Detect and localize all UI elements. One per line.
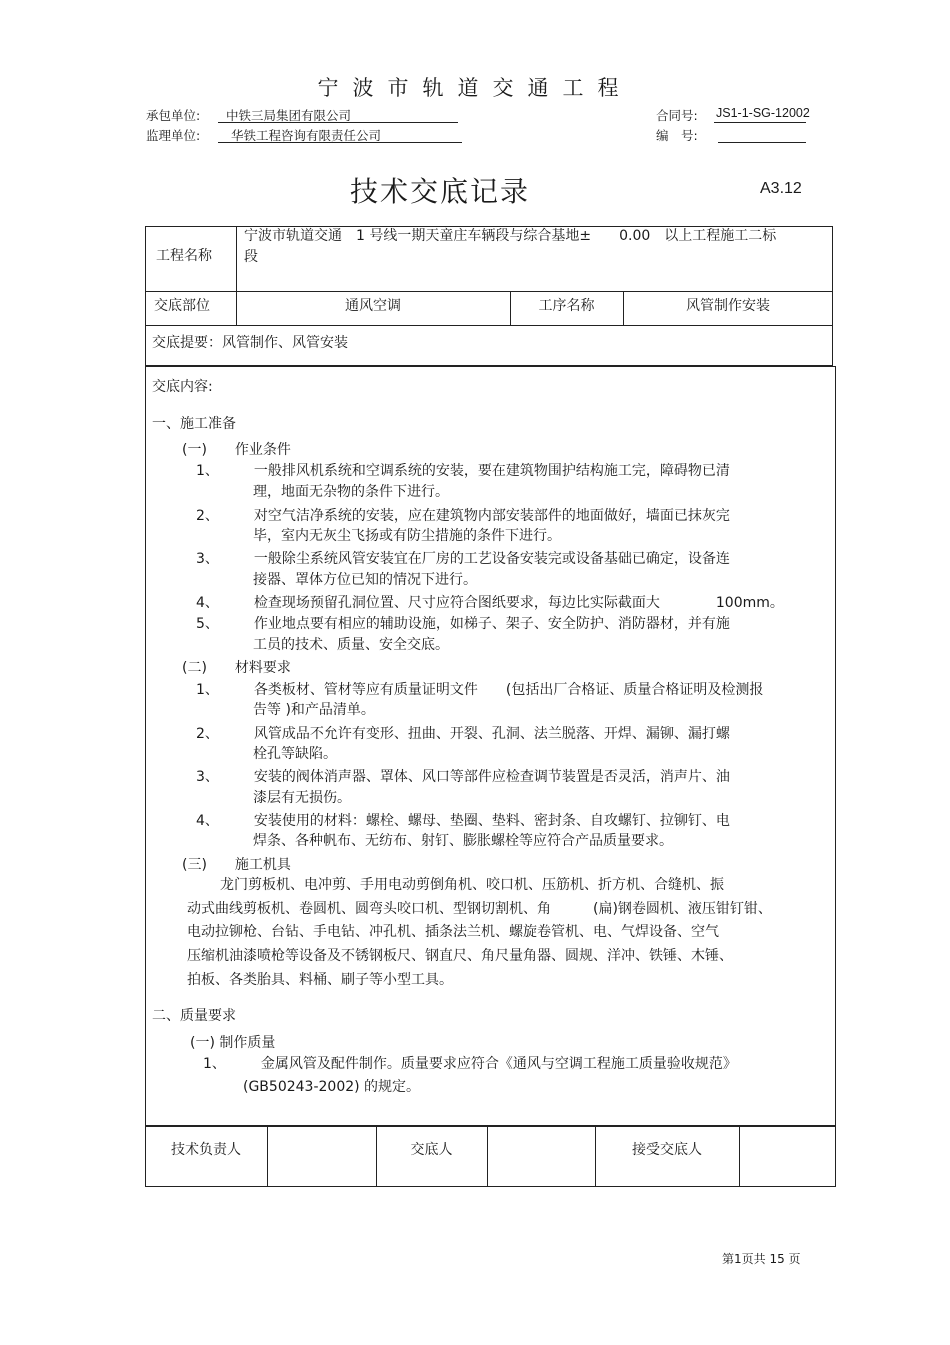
content-line: 4、 检查现场预留孔洞位置、尺寸应符合图纸要求，每边比实际截面大 100mm。 [196, 595, 784, 611]
content-line: 1、 一般排风机系统和空调系统的安装，要在建筑物围护结构施工完，障碍物已清 [196, 463, 730, 479]
project-name-line1: 宁波市轨道交通 1 号线一期天童庄车辆段与综合基地± 0.00 以上工程施工二标 [244, 228, 777, 244]
project-name-label: 工程名称 [156, 248, 212, 264]
content-line: 接器、罩体方位已知的情况下进行。 [253, 572, 477, 588]
supervisor-label: 监理单位: [146, 128, 201, 143]
contract-no-label: 合同号: [656, 108, 698, 123]
content-line: 1、 金属风管及配件制作。质量要求应符合《通风与空调工程施工质量验收规范》 [203, 1056, 737, 1072]
content-line: (三) 施工机具 [182, 857, 291, 873]
content-line: 工员的技术、质量、安全交底。 [253, 637, 449, 653]
content-line: 漆层有无损伤。 [253, 790, 351, 806]
process-label: 工序名称 [538, 298, 595, 314]
signature-divider [267, 1126, 268, 1187]
content-line: 龙门剪板机、电冲剪、手用电动剪倒角机、咬口机、压筋机、折方机、合缝机、振 [220, 877, 724, 893]
content-line: 3、 安装的阀体消声器、罩体、风口等部件应检查调节装置是否灵活，消声片、油 [196, 769, 730, 785]
document-code: A3.12 [760, 180, 802, 197]
contractor-underline [218, 122, 458, 123]
supervisor-value: 华铁工程咨询有限责任公司 [231, 128, 382, 143]
page-info: 第1页共 15 页 [722, 1252, 801, 1266]
content-line: (一) 作业条件 [182, 442, 291, 458]
content-line: 理，地面无杂物的条件下进行。 [253, 484, 449, 500]
serial-no-underline [718, 142, 806, 143]
content-line: (一) 制作质量 [190, 1035, 276, 1051]
content-line: 压缩机油漆喷枪等设备及不锈钢板尺、钢直尺、角尺量角器、圆规、洋冲、铁锤、木锤、 [187, 948, 733, 964]
content-line: 拍板、各类胎具、料桶、刷子等小型工具。 [187, 972, 453, 988]
signature-divider [739, 1126, 740, 1187]
content-line: (二) 材料要求 [182, 660, 291, 676]
content-line: 一、施工准备 [152, 416, 236, 432]
content-line: 4、 安装使用的材料：螺栓、螺母、垫圈、垫料、密封条、自攻螺钉、拉铆钉、电 [196, 813, 730, 829]
contractor-label: 承包单位: [146, 108, 201, 123]
contract-no-underline [714, 122, 806, 123]
supervisor-underline [218, 142, 462, 143]
receiver-label: 接受交底人 [632, 1142, 702, 1158]
document-title: 技术交底记录 [350, 175, 531, 208]
content-line: 焊条、各种帆布、无纺布、射钉、膨胀螺栓等应符合产品质量要求。 [253, 833, 673, 849]
content-line: 毕，室内无灰尘飞扬或有防尘措施的条件下进行。 [253, 528, 561, 544]
part-label: 交底部位 [154, 298, 210, 314]
project-name-line2: 段 [244, 249, 258, 265]
content-heading: 交底内容: [152, 379, 213, 395]
contract-no-value: JS1-1-SG-12002 [716, 106, 810, 120]
org-title: 宁波市轨道交通工程 [317, 76, 633, 100]
part-value: 通风空调 [345, 298, 401, 314]
content-line: 栓孔等缺陷。 [253, 746, 337, 762]
signature-divider [487, 1126, 488, 1187]
contractor-value: 中铁三局集团有限公司 [226, 108, 352, 123]
content-line: (GB50243-2002) 的规定。 [243, 1079, 421, 1095]
content-line: 3、 一般除尘系统风管安装宜在厂房的工艺设备安装完或设备基础已确定，设备连 [196, 551, 730, 567]
content-line: 二、质量要求 [152, 1008, 236, 1024]
content-line: 2、 对空气洁净系统的安装，应在建筑物内部安装部件的地面做好，墙面已抹灰完 [196, 508, 730, 524]
content-line: 2、 风管成品不允许有变形、扭曲、开裂、孔洞、法兰脱落、开焊、漏铆、漏打螺 [196, 726, 730, 742]
content-line: 动式曲线剪板机、卷圆机、圆弯头咬口机、型钢切割机、角 (扁)钢卷圆机、液压钳钉钳、 [187, 901, 772, 917]
content-line: 告等 )和产品清单。 [253, 702, 375, 718]
table-divider [145, 325, 833, 326]
content-line: 电动拉铆枪、台钻、手电钻、冲孔机、插条法兰机、螺旋卷管机、电、气焊设备、空气 [187, 924, 719, 940]
serial-no-label: 编 号: [656, 128, 698, 143]
presenter-label: 交底人 [410, 1142, 453, 1158]
table-divider [145, 291, 833, 292]
content-line: 5、 作业地点要有相应的辅助设施，如梯子、架子、安全防护、消防器材，并有施 [196, 616, 730, 632]
process-value: 风管制作安装 [686, 298, 770, 314]
tech-lead-label: 技术负责人 [171, 1142, 241, 1158]
summary: 交底提要：风管制作、风管安装 [152, 335, 348, 351]
content-line: 1、 各类板材、管材等应有质量证明文件 (包括出厂合格证、质量合格证明及检测报 [196, 682, 764, 698]
